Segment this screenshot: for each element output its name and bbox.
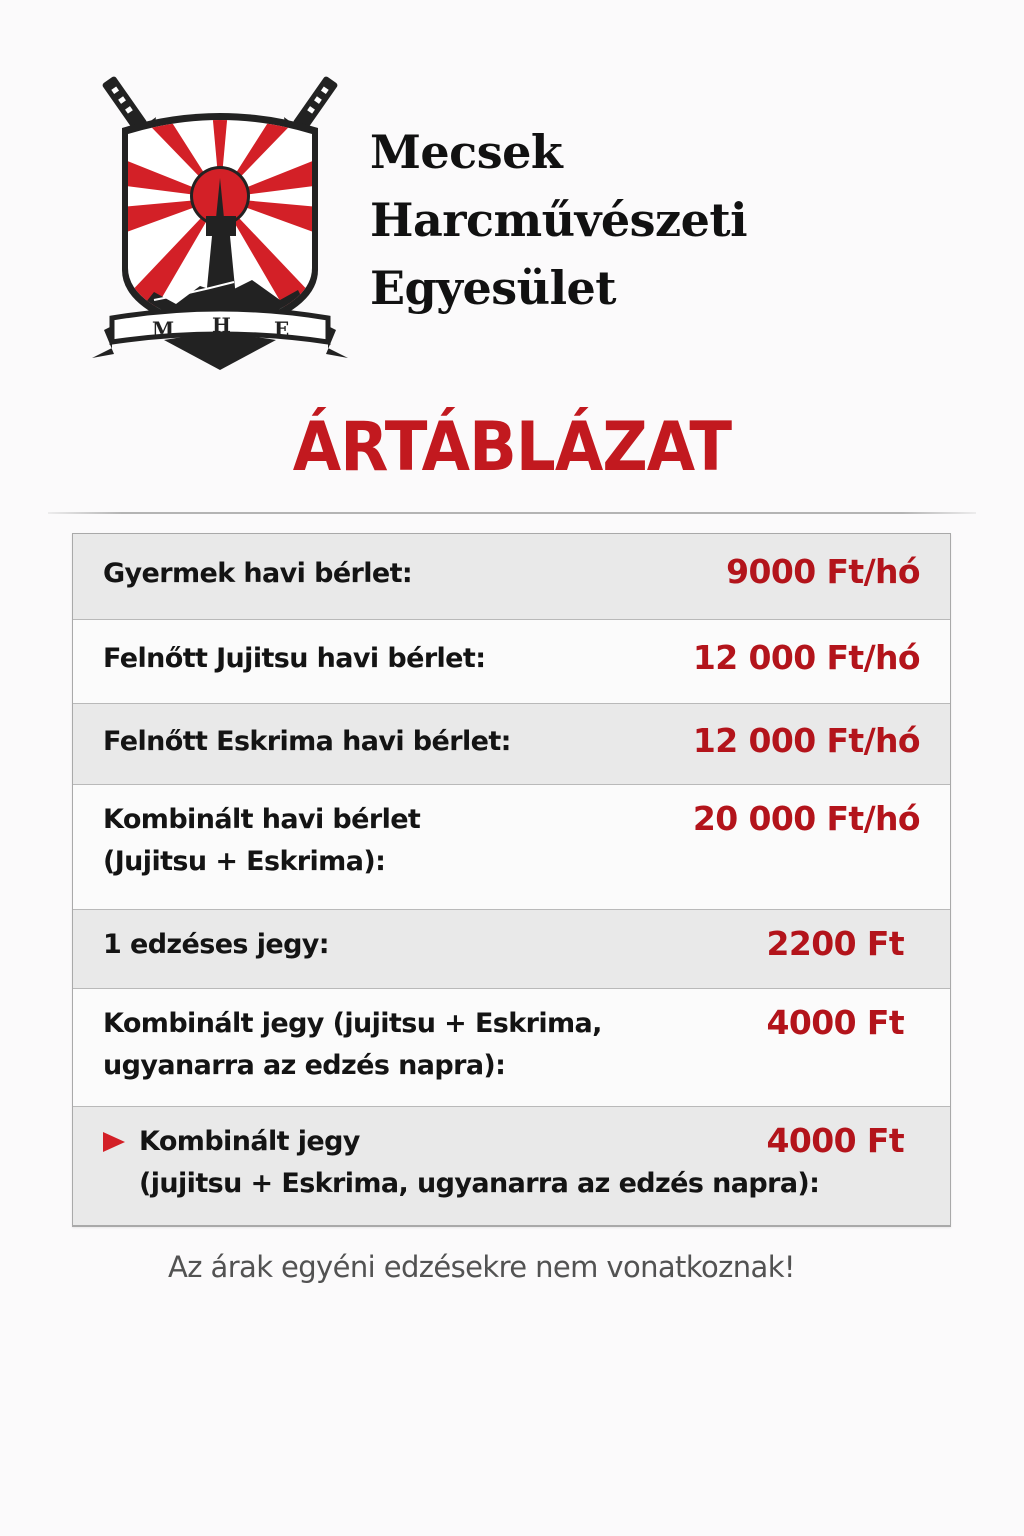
org-name-line: Harcművészeti xyxy=(370,193,748,247)
price-label: 1 edzéses jegy: xyxy=(103,929,329,960)
price-value: 12 000 Ft/hó xyxy=(692,721,920,760)
triangle-right-icon xyxy=(103,1132,125,1152)
header xyxy=(0,0,1024,400)
divider xyxy=(48,512,976,514)
price-row xyxy=(73,910,950,989)
svg-text:M: M xyxy=(152,317,175,341)
price-value: 4000 Ft xyxy=(766,1003,904,1042)
price-label: Kombinált jegy (jujitsu + Eskrima, ugyanarra az edzés napra): xyxy=(103,1008,602,1081)
price-row xyxy=(73,785,950,910)
club-logo-icon xyxy=(84,68,356,374)
svg-text:E: E xyxy=(274,317,290,341)
price-label: Kombinált havi bérlet (Jujitsu + Eskrima): xyxy=(103,804,421,877)
price-value: 20 000 Ft/hó xyxy=(692,799,920,838)
org-name-line: Mecsek xyxy=(370,125,563,179)
price-label: Kombinált jegy (jujitsu + Eskrima, ugyanarra az edzés napra): xyxy=(139,1126,820,1199)
price-value: 9000 Ft/hó xyxy=(726,552,920,591)
price-row xyxy=(73,704,950,785)
price-value: 4000 Ft xyxy=(766,1121,904,1160)
page-title: ÁRTÁBLÁZAT xyxy=(292,408,732,487)
price-value: 2200 Ft xyxy=(766,924,904,963)
price-row xyxy=(73,989,950,1107)
price-label: Felnőtt Eskrima havi bérlet: xyxy=(103,726,511,757)
price-row xyxy=(73,534,950,620)
price-row-highlighted xyxy=(73,1107,950,1225)
org-name-line: Egyesület xyxy=(370,261,617,315)
price-label: Gyermek havi bérlet: xyxy=(103,558,413,589)
price-value: 12 000 Ft/hó xyxy=(692,638,920,677)
price-row xyxy=(73,620,950,704)
svg-text:H: H xyxy=(212,313,231,337)
disclaimer-note: Az árak egyéni edzésekre nem vonatkoznak! xyxy=(168,1250,795,1284)
price-table xyxy=(72,533,951,1227)
organization-name xyxy=(370,118,747,322)
price-label: Felnőtt Jujitsu havi bérlet: xyxy=(103,643,486,674)
